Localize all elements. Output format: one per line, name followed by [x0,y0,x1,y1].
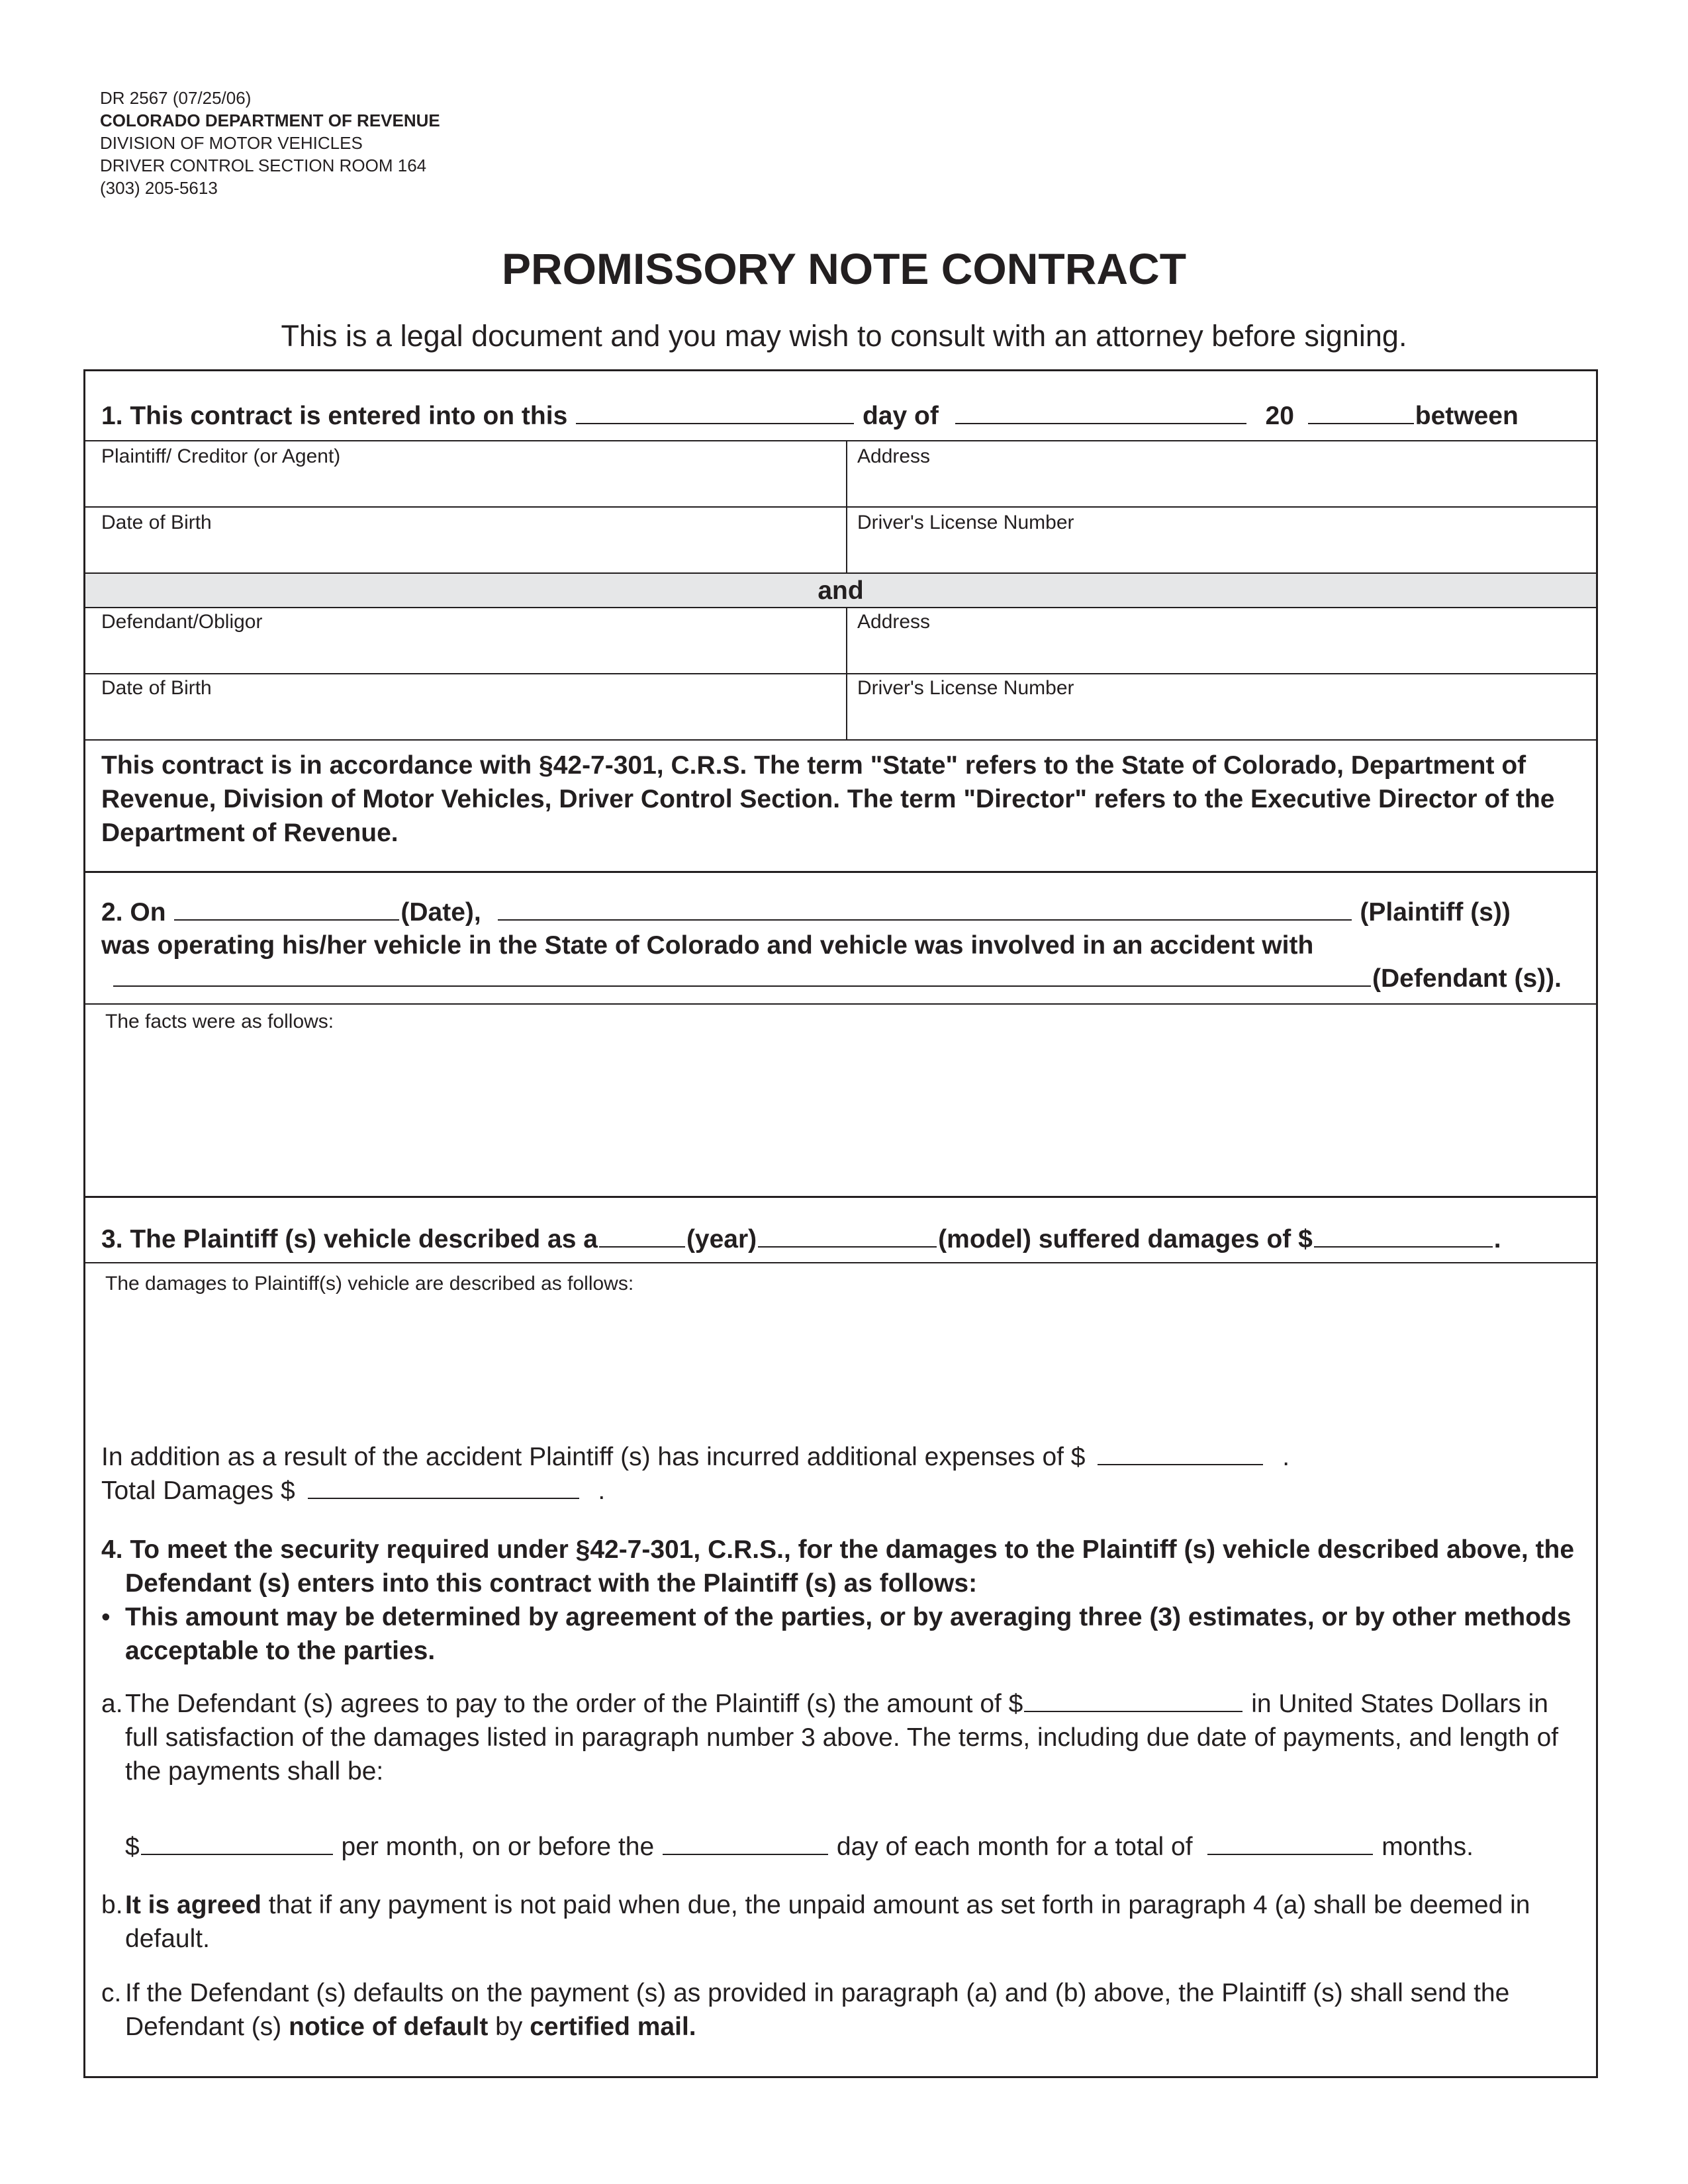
section-3-line [101,1223,1501,1256]
section-3-intro-text: 3. The Plaintiff (s) vehicle described as a [101,1225,598,1253]
item-a-marker: a. [101,1690,123,1718]
defendant-dob-label: Date of Birth [101,677,212,699]
payment-terms-line [125,1830,1581,1864]
row-divider [85,506,1596,508]
item-a-text [125,1687,1584,1788]
day-of-text: day of [862,402,939,430]
item-c-text [125,1976,1584,2044]
months-text: months. [1382,1833,1474,1861]
section-name: DRIVER CONTROL SECTION ROOM 164 [100,156,427,175]
day-of-month-text: day of each month for a total of [836,1833,1193,1861]
contract-form [83,369,1598,2078]
year-prefix-text: 20 [1265,402,1294,430]
accordance-statement: This contract is in accordance with §42-7-301, C.R.S. The term "State" refers to the State of Colorado, Department of Revenue, Division of Motor Vehicles, Driver Control Section. The term "Director" refers to the Executive Director of the Department of Revenue. [101,751,1555,847]
and-separator: and [85,574,1596,607]
accident-date-field[interactable] [174,897,399,921]
item-a-text-2: in United States Dollars in full satisfaction of the damages listed in paragraph number 3 above. The terms, including due date of payments, and length of the payments shall be: [125,1690,1559,1786]
row-divider [85,607,1596,608]
item-b-body-text: that if any payment is not paid when due, the unpaid amount as set forth in paragraph 4 (a) shall be deemed in default. [125,1891,1530,1953]
section-4-bullet-item [101,1600,1584,1668]
row-divider [85,1003,1596,1005]
facts-label: The facts were as follows: [105,1011,334,1032]
contract-year-field[interactable] [1308,400,1414,424]
section-2-line-1 [101,896,1511,929]
contract-month-field[interactable] [955,400,1246,424]
bullet-text: This amount may be determined by agreement of the parties, or by averaging three (3) estimates, or by other methods acceptable to the parties. [125,1603,1571,1665]
facts-textarea[interactable] [101,1037,1581,1189]
section-2-on-text: 2. On [101,898,166,927]
plaintiff-dob-label: Date of Birth [101,512,212,533]
plaintiff-address-label: Address [857,445,931,467]
defendant-label-text: (Defendant (s)). [1372,964,1562,993]
plaintiff-name-label: Plaintiff/ Creditor (or Agent) [101,445,341,467]
notice-of-default-text: notice of default [289,2013,489,2041]
additional-expenses-text: In addition as a result of the accident Plaintiff (s) has incurred additional expenses of $ [101,1443,1086,1471]
defendant-address-label: Address [857,611,931,633]
certified-mail-text: certified mail. [530,2013,696,2041]
section-4c-item [101,1976,1584,2044]
section-2-line-2: was operating his/her vehicle in the State of Colorado and vehicle was involved in an accident with [101,931,1314,960]
plaintiff-names-field[interactable] [498,897,1352,921]
row-divider [85,440,1596,441]
bullet-marker: • [101,1603,111,1631]
row-divider [85,739,1596,741]
payment-amount-field[interactable] [1024,1688,1243,1712]
damages-description-textarea[interactable] [101,1298,1581,1410]
document-title: PROMISSORY NOTE CONTRACT [501,244,1187,293]
section-divider [85,1196,1596,1198]
section-4-intro: 4. To meet the security required under §42-7-301, C.R.S., for the damages to the Plaintiff (s) vehicle described above, the Defendant (s) enters into this contract with the Plaintiff (s) as follows: [101,1535,1575,1598]
item-c-text-2: by [495,2013,523,2041]
item-c-text-1: If the Defendant (s) defaults on the payment (s) as provided in paragraph (a) and (b) above, the Plaintiff (s) shall send the Defendant (s) [125,1979,1510,2041]
per-month-text: per month, on or before the [341,1833,655,1861]
damages-description-label: The damages to Plaintiff(s) vehicle are described as follows: [105,1273,634,1295]
row-divider [85,673,1596,674]
document-subtitle: This is a legal document and you may wish to consult with an attorney before signing. [281,319,1407,353]
section-4b-item [101,1888,1584,1956]
section-2-line-3 [112,962,1562,995]
defendant-name-label: Defendant/Obligor [101,611,263,633]
section-divider [85,871,1596,873]
between-text: between [1415,402,1519,430]
division-name: DIVISION OF MOTOR VEHICLES [100,133,363,153]
form-header [100,87,440,199]
model-label-text: (model) suffered damages of $ [938,1225,1313,1253]
additional-expenses-period: . [1282,1443,1290,1471]
monthly-payment-field[interactable] [141,1831,333,1855]
total-months-field[interactable] [1207,1831,1373,1855]
defendant-license-label: Driver's License Number [857,677,1074,699]
period-text: . [1493,1225,1501,1253]
item-a-text-1: The Defendant (s) agrees to pay to the order of the Plaintiff (s) the amount of $ [125,1690,1023,1718]
section-4a-item [101,1687,1584,1788]
vehicle-model-field[interactable] [758,1224,937,1248]
department-name: COLORADO DEPARTMENT OF REVENUE [100,111,440,130]
form-id: DR 2567 (07/25/06) [100,88,252,108]
defendant-names-field[interactable] [113,963,1371,987]
total-damages-field[interactable] [308,1475,579,1499]
vehicle-year-field[interactable] [599,1224,685,1248]
item-b-bold-text: It is agreed [125,1891,261,1919]
item-c-marker: c. [101,1979,122,2007]
total-damages-text: Total Damages $ [101,1477,295,1505]
section-1-intro-line [101,400,1519,433]
plaintiff-license-label: Driver's License Number [857,512,1074,533]
total-damages-period: . [598,1477,606,1505]
item-b-marker: b. [101,1891,123,1919]
additional-expenses-line [101,1440,1289,1474]
plaintiff-label-text: (Plaintiff (s)) [1360,898,1511,927]
payment-day-field[interactable] [663,1831,828,1855]
section-1-intro-text: 1. This contract is entered into on this [101,402,568,430]
damages-amount-field[interactable] [1314,1224,1493,1248]
additional-expenses-field[interactable] [1098,1441,1263,1465]
phone-number: (303) 205-5613 [100,178,218,198]
contract-date-field[interactable] [576,400,854,424]
row-divider [85,1262,1596,1263]
item-b-text [125,1888,1584,1956]
year-label-text: (year) [686,1225,757,1253]
pay-dollar-sign: $ [125,1833,140,1861]
total-damages-line [101,1474,605,1508]
date-label-text: (Date), [400,898,481,927]
